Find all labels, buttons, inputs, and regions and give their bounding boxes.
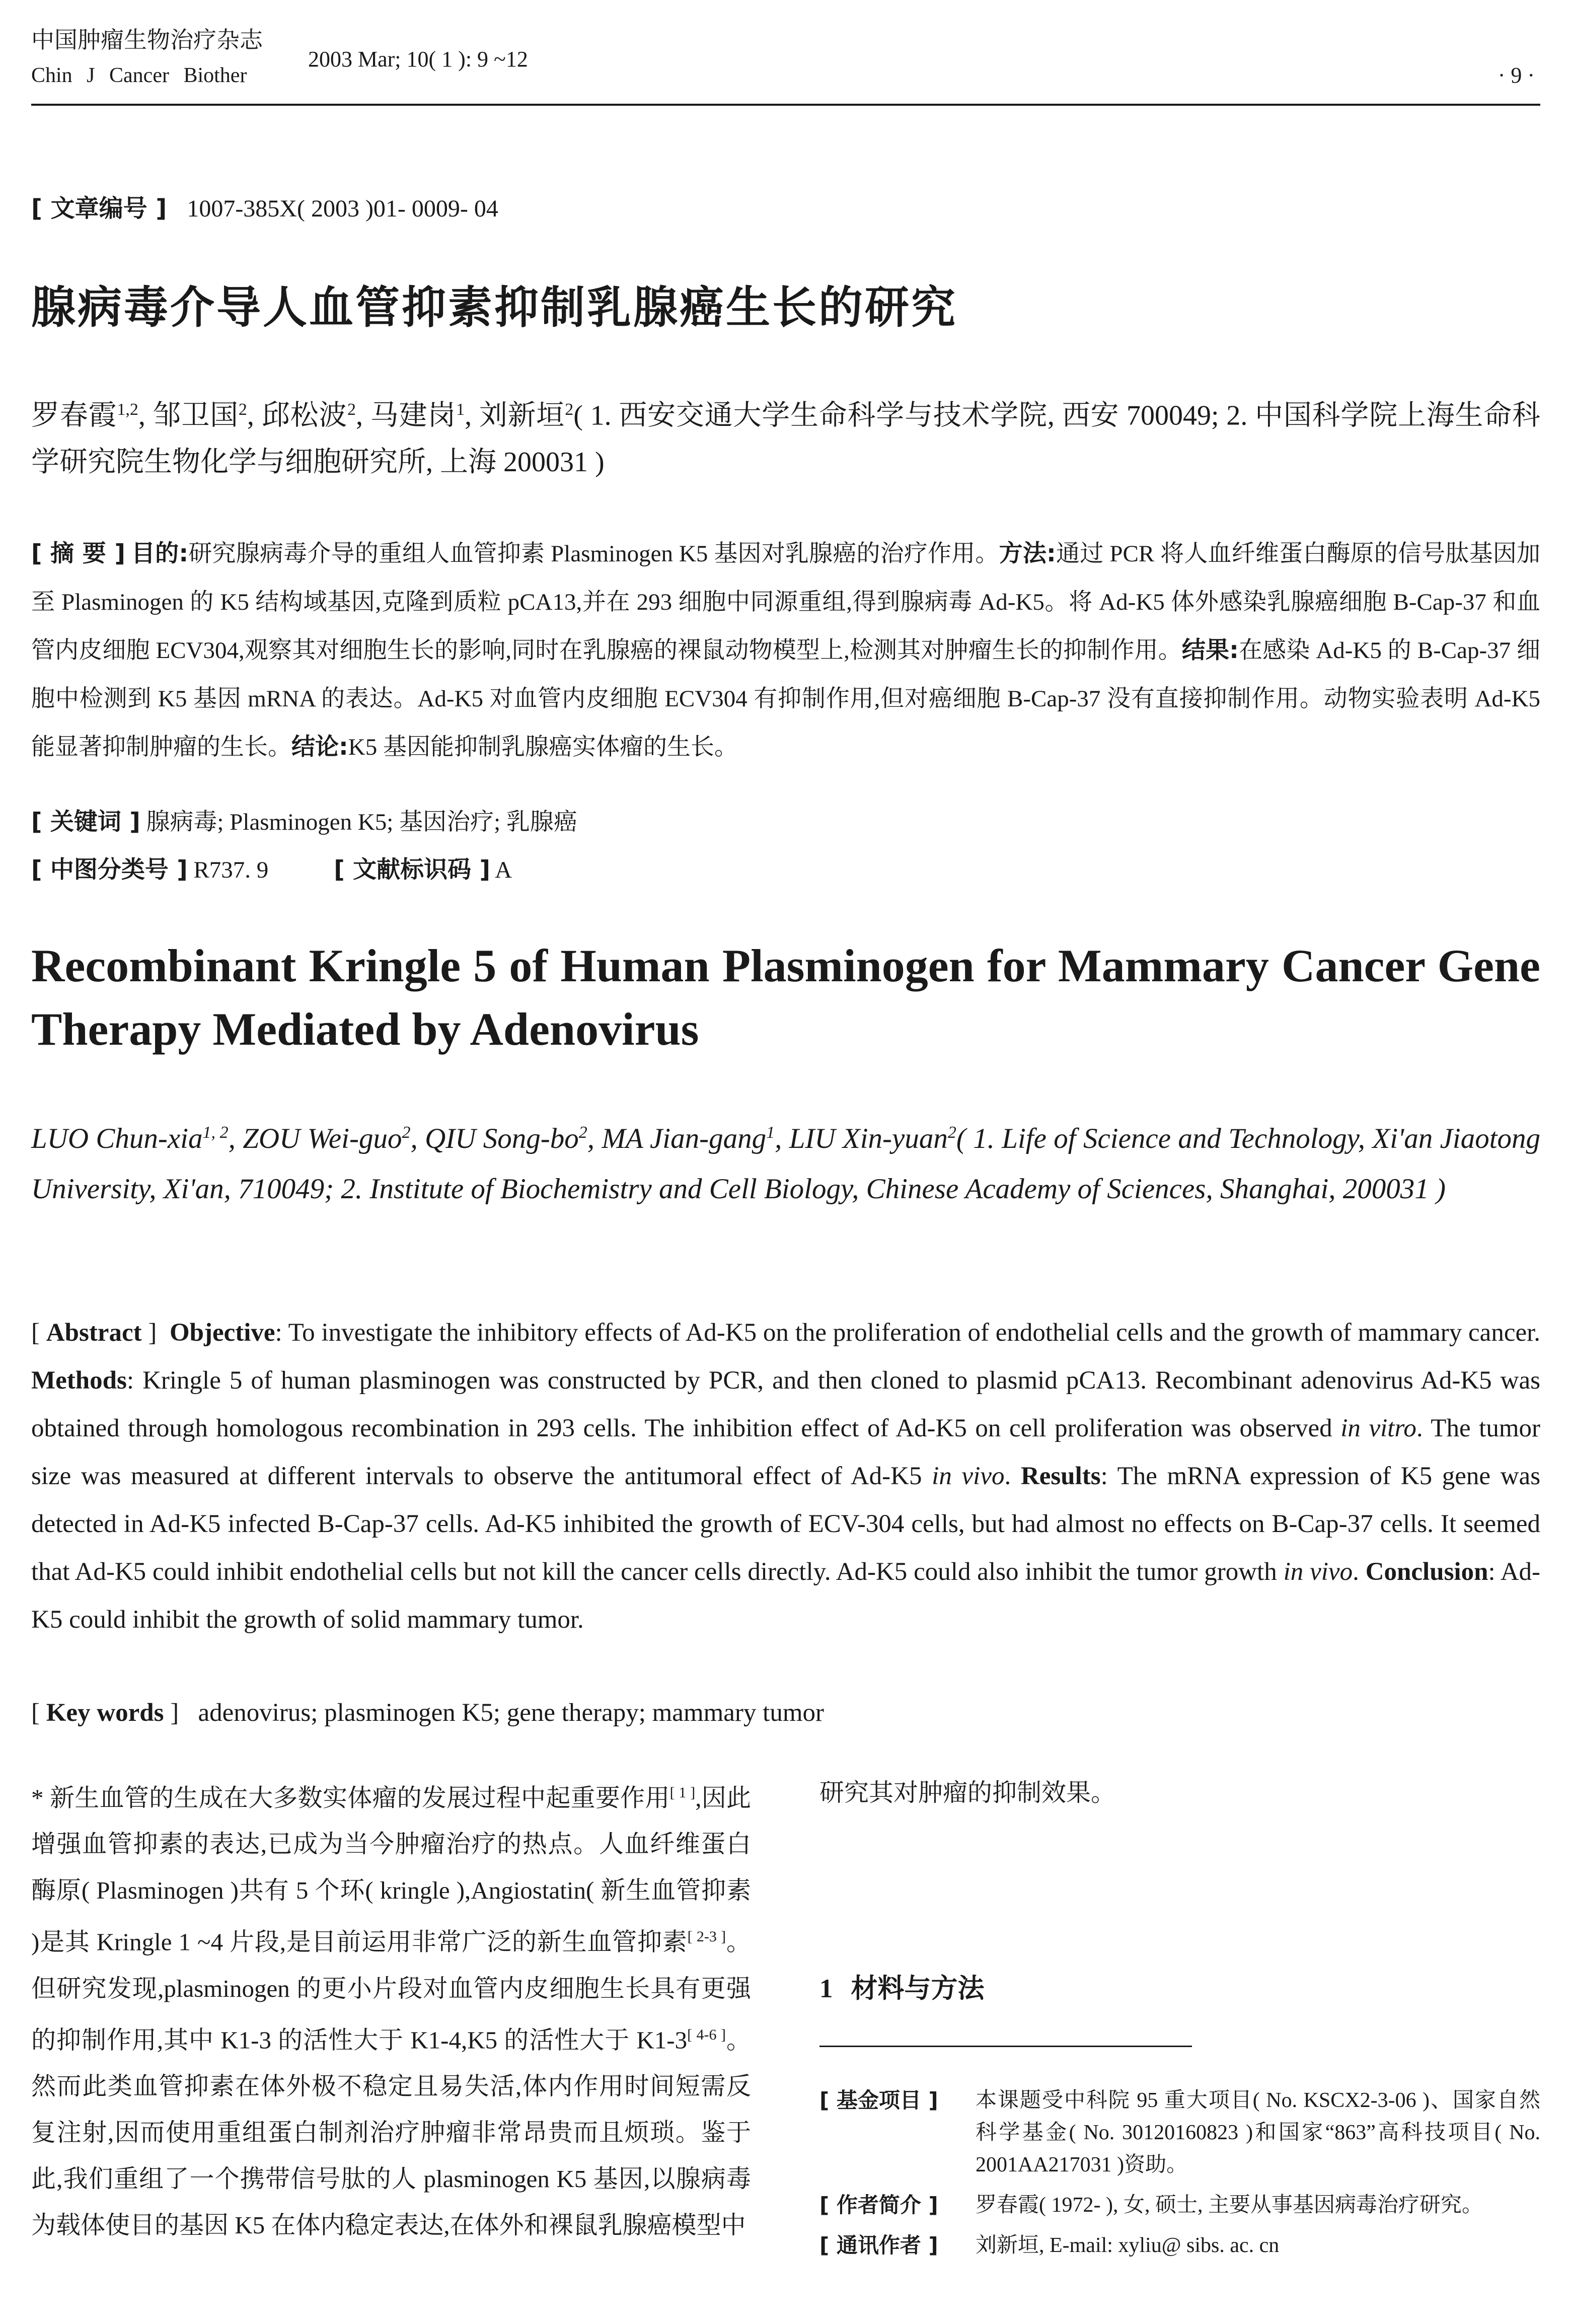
methods-en-3: . xyxy=(1004,1462,1011,1490)
body-text-4: 。然而此类血管抑素在体外极不稳定且易失活,体内作用时间短需反复注射,因而使用重组蛋白制剂治疗肿瘤非常昂贵而且烦琐。鉴于此,我们重组了一个携带信号肽的人 plasminogen K5 基因,以腺病毒为载体使目的基因 K5 在体内稳定表达,在体外和裸鼠乳腺癌模型中 xyxy=(31,2025,751,2239)
author-cn-2: 邹卫国 xyxy=(153,400,239,431)
author-en-3: QIU Song-bo xyxy=(425,1123,579,1154)
doc-code-value: A xyxy=(495,857,512,883)
methods-en-italic-1: in vitro xyxy=(1340,1414,1416,1442)
header-rule xyxy=(31,104,1540,106)
body-text-continued: 研究其对肿瘤的抑制效果。 xyxy=(819,1779,1116,1806)
author-cn-4-affil: 1 xyxy=(456,400,465,419)
conclusion-cn: K5 基因能抑制乳腺癌实体瘤的生长。 xyxy=(348,734,738,760)
body-text-3: 。但研究发现,plasminogen 的更小片段对血管内皮细胞生长具有更强的抑制作用,其中 K1-3 的活性大于 K1-4,K5 的活性大于 K1-3 xyxy=(31,1928,751,2054)
author-en-4: MA Jian-gang xyxy=(602,1123,767,1154)
methods-en-label: Methods xyxy=(31,1366,127,1395)
author-cn-5-affil: 2 xyxy=(565,400,574,419)
methods-cn: 通过 PCR 将人血纤维蛋白酶原的信号肽基因加至 Plasminogen 的 K5 结构域基因,克隆到质粒 pCA13,并在 293 细胞中同源重组,得到腺病毒 Ad-K5。将 Ad-K5 体外感染乳腺癌细胞 B-Cap-37 和血管内皮细胞 ECV304,观察其对细胞生长的影响,同时在乳腺癌的裸鼠动物模型上,检测其对肿瘤生长的抑制作用。 xyxy=(31,541,1541,664)
objective-cn-label: 目的: xyxy=(131,540,189,567)
results-cn: 在感染 Ad-K5 的 B-Cap-37 细胞中检测到 K5 基因 mRNA 的表达。Ad-K5 对血管内皮细胞 ECV304 有抑制作用,但对癌细胞 B-Cap-37 没有直接抑制作用。动物实验表明 Ad-K5 能显著抑制肿瘤的生长。 xyxy=(31,637,1540,760)
footnote-author-bio xyxy=(819,2189,1540,2221)
author-en-1: LUO Chun-xia xyxy=(31,1123,203,1154)
author-en-5-affil: 2 xyxy=(947,1123,956,1142)
author-cn-3-affil: 2 xyxy=(347,400,356,419)
footnote-funding xyxy=(819,2084,1540,2181)
keywords-cn-value: 腺病毒; Plasminogen K5; 基因治疗; 乳腺癌 xyxy=(146,809,577,835)
footnote-funding-label: [ 基金项目 ] xyxy=(819,2088,938,2113)
objective-en-label: Objective xyxy=(169,1319,275,1347)
footnote-corresponding xyxy=(819,2229,1540,2262)
objective-cn: 研究腺病毒介导的重组人血管抑素 Plasminogen K5 基因对乳腺癌的治疗作用。 xyxy=(188,541,999,567)
methods-en-2: . The tumor size was measured at different intervals to observe the antitumoral effect of Ad-K5 xyxy=(31,1414,1540,1490)
journal-name-en: Chin J Cancer Biother xyxy=(31,64,247,87)
footnote-corresponding-text: 刘新垣, E-mail: xyliu@ sibs. ac. cn xyxy=(976,2234,1280,2257)
author-en-4-affil: 1 xyxy=(766,1123,775,1142)
keywords-en: [ Key words ] adenovirus; plasminogen K5; gene therapy; mammary tumor xyxy=(31,1699,824,1727)
clc-label: [ 中图分类号 ] xyxy=(31,856,188,884)
author-cn-3: 邱松波 xyxy=(261,400,347,431)
citation-1: [ 1 ] xyxy=(669,1784,696,1801)
citation-2: [ 2-3 ] xyxy=(687,1928,726,1945)
keywords-en-value: adenovirus; plasminogen K5; gene therapy; mammary tumor xyxy=(198,1699,824,1727)
affiliations-cn: ( 1. 西安交通大学生命科学与技术学院, 西安 700049; 2. 中国科学院上海生命科学研究院生物化学与细胞研究所, 上海 200031 ) xyxy=(31,400,1541,478)
conclusion-en-label: Conclusion xyxy=(1365,1558,1488,1586)
results-en-2: . xyxy=(1353,1558,1359,1586)
author-en-2: ZOU Wei-guo xyxy=(243,1123,402,1154)
results-en-1: The mRNA expression of K5 gene was detected in Ad-K5 infected B-Cap-37 cells. Ad-K5 inhibited the growth of ECV-304 cells, but had almost no effects on B-Cap-37 cells. It seemed that Ad-K5 could inhibit endothelial cells but not kill the cancer cells directly. Ad-K5 could also inhibit the tumor growth xyxy=(31,1462,1541,1586)
title-en: Recombinant Kringle 5 of Human Plasminogen for Mammary Cancer Gene Therapy Mediated by Adenovirus xyxy=(31,940,1540,1055)
title-cn: 腺病毒介导人血管抑素抑制乳腺癌生长的研究 xyxy=(31,281,958,333)
methods-cn-label: 方法: xyxy=(999,540,1056,567)
author-cn-1-affil: 1,2 xyxy=(117,400,138,419)
section-1-title: 材料与方法 xyxy=(851,1973,985,2004)
author-en-3-affil: 2 xyxy=(578,1123,587,1142)
author-en-1-affil: 1, 2 xyxy=(202,1123,229,1142)
article-number-label: [ 文章编号 ] xyxy=(31,194,167,223)
body-column-left xyxy=(31,1770,751,2258)
authors-cn: 罗春霞$^{1,2}$, 邹卫国$^2$, 邱松波$^2$, 马建岗$^1$, 刘新垣$^2$( 1. 西安交通大学生命科学与技术学院, 西安 700049; 2. 中国科学院上海生命科学研究院生物化学与细胞研究所, 上海 200031 ) xyxy=(31,400,1541,478)
objective-en: To investigate the inhibitory effects of Ad-K5 on the proliferation of endothelial cells and the growth of mammary cancer. xyxy=(288,1319,1541,1347)
author-cn-1: 罗春霞 xyxy=(31,400,117,431)
author-en-2-affil: 2 xyxy=(402,1123,411,1142)
page-number: · 9 · xyxy=(1498,63,1535,88)
author-en-5: LIU Xin-yuan xyxy=(789,1123,948,1154)
abstract-en: [ Abstract ] Objective: To investigate the inhibitory effects of Ad-K5 on the proliferation of endothelial cells and the growth of mammary cancer. Methods: Kringle 5 of human plasminogen was constructed by PCR, and then cloned to plasmid pCA13. Recombinant adenovirus Ad-K5 was obtained through homologous recombination in 293 cells. The inhibition effect of Ad-K5 on cell proliferation was observed in vitro. The tumor size was measured at different intervals to observe the antitumoral effect of Ad-K5 in vivo. Results: The mRNA expression of K5 gene was detected in Ad-K5 infected B-Cap-37 cells. Ad-K5 inhibited the growth of ECV-304 cells, but had almost no effects on B-Cap-37 cells. It seemed that Ad-K5 could inhibit endothelial cells but not kill the cancer cells directly. Ad-K5 could also inhibit the tumor growth in vivo. Conclusion: Ad-K5 could inhibit the growth of solid mammary tumor. xyxy=(31,1319,1541,1634)
results-en-italic: in vivo xyxy=(1283,1558,1353,1586)
abstract-cn xyxy=(31,530,1540,771)
section-1-number: 1 xyxy=(819,1974,833,2003)
author-cn-4: 马建岗 xyxy=(370,400,457,431)
methods-en-italic-2: in vivo xyxy=(932,1462,1005,1490)
body-text-1: * 新生血管的生成在大多数实体瘤的发展过程中起重要作用 xyxy=(31,1784,670,1812)
journal-name-cn: 中国肿瘤生物治疗杂志 xyxy=(31,27,263,53)
body-text-2: ,因此增强血管抑素的表达,已成为当今肿瘤治疗的热点。人血纤维蛋白酶原( Plasminogen )共有 5 个环( kringle ),Angiostatin( 新生血管抑素 )是其 Kringle 1 ~4 片段,是目前运用非常广泛的新生血管抑素 xyxy=(31,1784,751,1956)
doc-code-label: [ 文献标识码 ] xyxy=(334,856,490,884)
body-column-right xyxy=(819,1770,1539,1961)
footnote-author-bio-label: [ 作者简介 ] xyxy=(819,2193,938,2217)
article-number xyxy=(31,192,498,225)
author-cn-2-affil: 2 xyxy=(238,400,247,419)
footnote-funding-text: 本课题受中科院 95 重大项目( No. KSCX2-3-06 )、国家自然科学基金( No. 30120160823 )和国家“863”高科技项目( No. 2001AA217031 )资助。 xyxy=(976,2089,1540,2176)
conclusion-en: Ad-K5 could inhibit the growth of solid mammary tumor. xyxy=(31,1558,1541,1634)
affiliations-en: ( 1. Life of Science and Technology, Xi'an Jiaotong University, Xi'an, 710049; 2. Institute of Biochemistry and Cell Biology, Chinese Academy of Sciences, Shanghai, 200031 ) xyxy=(31,1123,1541,1205)
footnote-author-bio-text: 罗春霞( 1972- ), 女, 硕士, 主要从事基因病毒治疗研究。 xyxy=(976,2194,1483,2217)
conclusion-cn-label: 结论: xyxy=(291,733,348,761)
article-number-value: 1007-385X( 2003 )01- 0009- 04 xyxy=(187,195,498,222)
methods-en-1: Kringle 5 of human plasminogen was constructed by PCR, and then cloned to plasmid pCA13. Recombinant adenovirus Ad-K5 was obtained through homologous recombination in 293 cells. The inhibition effect of Ad-K5 on cell proliferation was observed xyxy=(31,1366,1540,1442)
results-en-label: Results xyxy=(1020,1462,1101,1490)
footnote-rule xyxy=(819,2046,1192,2047)
keywords-cn xyxy=(31,798,1540,846)
results-cn-label: 结果: xyxy=(1181,636,1239,664)
footnote-corresponding-label: [ 通讯作者 ] xyxy=(819,2233,938,2258)
abstract-cn-label: [ 摘 要 ] xyxy=(31,540,126,567)
citation-3: [ 4-6 ] xyxy=(687,2026,726,2043)
footnotes xyxy=(819,2084,1540,2270)
authors-en: LUO Chun-xia$^{1, 2}$, ZOU Wei-guo$^2$, QIU Song-$bo^2$, MA Jian-gang$^1$, LIU Xin-yuan$^2$( 1. Life of Science and Technology, Xi'an Jiaotong University, Xi'an, 710049; 2. Institute of Biochemistry and Cell Biology, Chinese Academy of Sciences, Shanghai, 200031 ) xyxy=(31,1123,1541,1205)
classification-line xyxy=(31,846,1540,894)
author-cn-5: 刘新垣 xyxy=(479,400,565,431)
keywords-en-label: Key words xyxy=(46,1699,164,1727)
clc-value: R737. 9 xyxy=(193,857,269,883)
issue-info: 2003 Mar; 10( 1 ): 9 ~12 xyxy=(308,47,528,71)
keywords-cn-label: [ 关键词 ] xyxy=(31,808,140,836)
abstract-en-label: Abstract xyxy=(46,1319,142,1347)
section-heading-1 xyxy=(819,1971,985,2006)
